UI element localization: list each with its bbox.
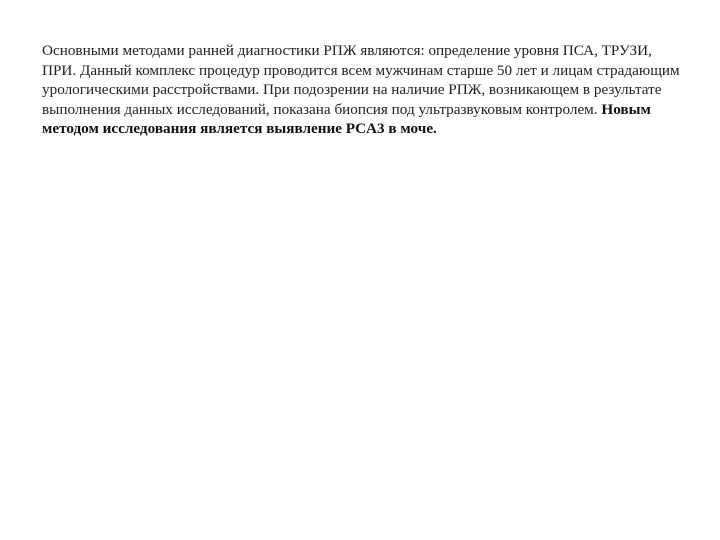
paragraph-regular-text: Основными методами ранней диагностики РПЖ являются: определение уровня ПСА, ТРУЗИ, ПРИ. Данный комплекс процедур проводится всем мужчинам старше 50 лет и лицам страдающим урологическими расстройствами. При подозрении на наличие РПЖ, возникающем в результате выполнения данных исследований, показана биопсия под ультразвуковым контролем.	[42, 42, 680, 118]
body-paragraph	[42, 41, 682, 139]
paragraph-bold-text: Новым методом исследования является выявление PCA3 в моче.	[42, 100, 651, 138]
